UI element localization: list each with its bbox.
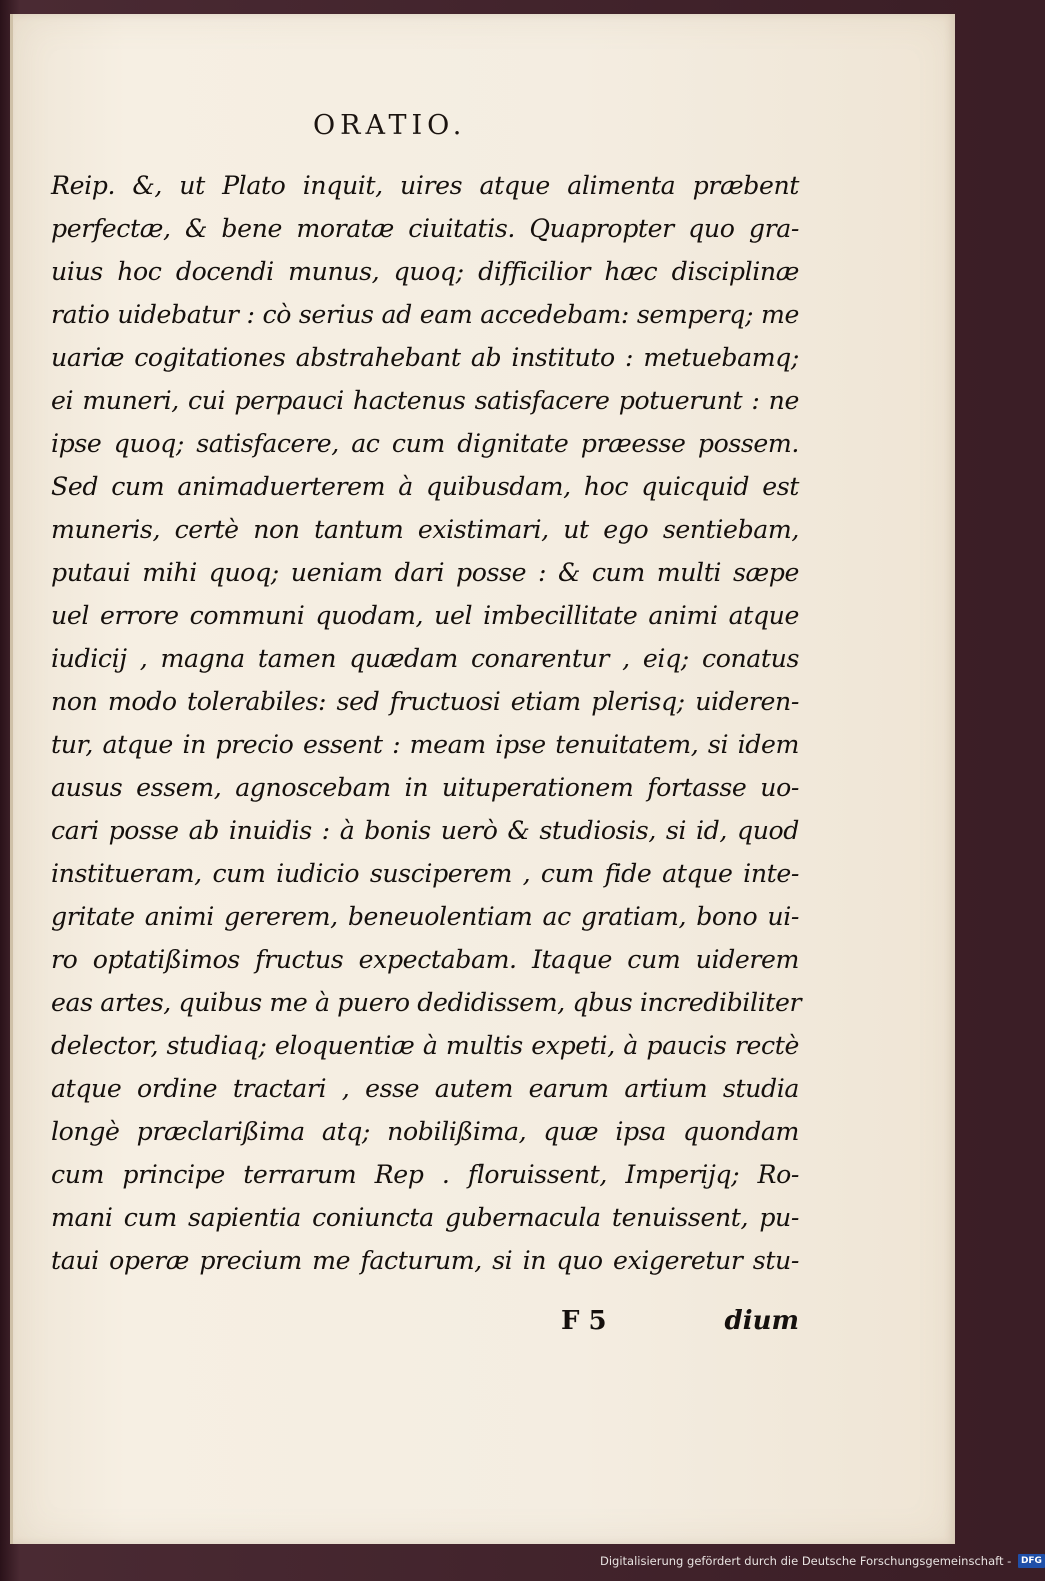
text-line: Sed cum animaduerterem à quibusdam, hoc quicquid est: [51, 472, 799, 501]
text-line: muneris, certè non tantum existimari, ut ego sentiebam,: [51, 515, 799, 544]
text-line: ausus essem, agnoscebam in uituperationem fortasse uo-: [51, 773, 799, 802]
text-line: atque ordine tractari , esse autem earum artium studia: [51, 1074, 799, 1103]
text-line: delector, studiaq; eloquentiæ à multis expeti, à paucis rectè: [51, 1031, 799, 1060]
digitization-footer: [600, 1550, 1042, 1570]
text-line: institueram, cum iudicio susciperem , cum fide atque inte-: [51, 859, 799, 888]
text-line: uariæ cogitationes abstrahebant ab instituto : metuebamq;: [51, 343, 799, 372]
text-line: tur, atque in precio essent : meam ipse tenuitatem, si idem: [51, 730, 799, 759]
book-page: [10, 14, 955, 1544]
text-line: cum principe terrarum Rep . floruissent, Imperijq; Ro-: [51, 1160, 799, 1189]
text-line: Reip. &, ut Plato inquit, uires atque alimenta præbent: [51, 171, 799, 200]
text-block: [51, 164, 802, 1282]
text-line: ro optatißimos fructus expectabam. Itaque cum uiderem: [51, 945, 799, 974]
running-head: ORATIO.: [313, 110, 467, 141]
text-line: putaui mihi quoq; ueniam dari posse : & cum multi sæpe: [51, 558, 799, 587]
text-line: iudicij , magna tamen quædam conarentur , eiq; conatus: [51, 644, 799, 673]
page-foot: [51, 1306, 799, 1346]
text-line: taui operæ precium me facturum, si in quo exigeretur stu-: [51, 1246, 799, 1275]
text-line: gritate animi gererem, beneuolentiam ac gratiam, bono ui-: [51, 902, 799, 931]
text-line: non modo tolerabiles: sed fructuosi etiam plerisq; uideren-: [51, 687, 799, 716]
footer-credit: Digitalisierung gefördert durch die Deutsche Forschungsgemeinschaft -: [600, 1553, 1012, 1568]
text-line: longè præclarißima atq; nobilißima, quæ ipsa quondam: [51, 1117, 799, 1146]
text-line: uius hoc docendi munus, quoq; difficilior hæc disciplinæ: [51, 257, 799, 286]
text-line: uel errore communi quodam, uel imbecillitate animi atque: [51, 601, 799, 630]
text-line: ei muneri, cui perpauci hactenus satisfacere potuerunt : ne: [51, 386, 799, 415]
text-line: cari posse ab inuidis : à bonis uerò & studiosis, si id, quod: [51, 816, 799, 845]
signature-mark: F 5: [561, 1306, 607, 1336]
dfg-logo-icon: DFG: [1018, 1554, 1045, 1568]
text-line: mani cum sapientia coniuncta gubernacula tenuissent, pu-: [51, 1203, 799, 1232]
text-line: perfectæ, & bene moratæ ciuitatis. Quapropter quo gra-: [51, 214, 799, 243]
text-line: ratio uidebatur : cò serius ad eam accedebam: semperq; me: [51, 300, 799, 329]
catchword: dium: [724, 1306, 799, 1336]
text-line: ipse quoq; satisfacere, ac cum dignitate præesse possem.: [51, 429, 799, 458]
text-line: eas artes, quibus me à puero dedidissem, qbus incredibiliter: [51, 988, 802, 1017]
